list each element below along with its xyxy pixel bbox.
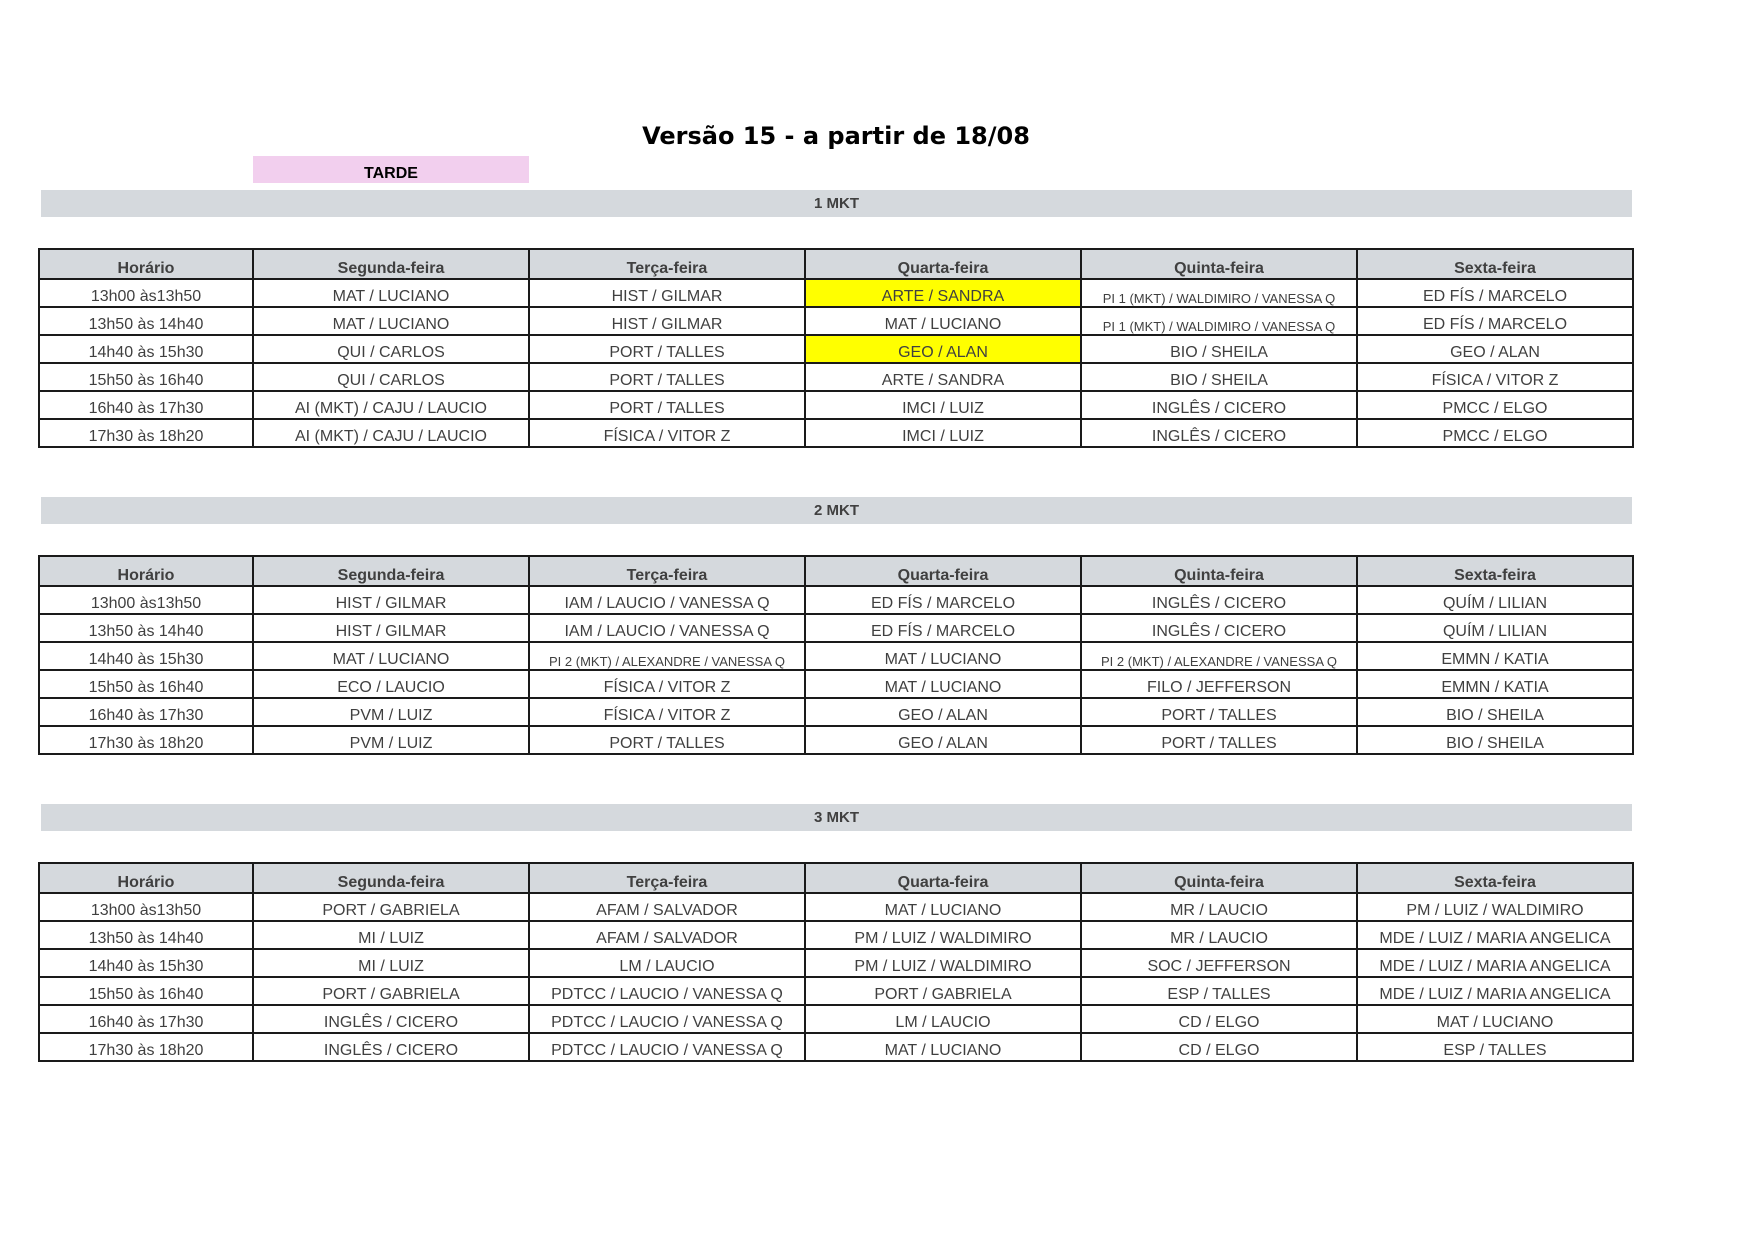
class-cell: PORT / TALLES bbox=[1081, 698, 1357, 726]
class-cell: HIST / GILMAR bbox=[253, 586, 529, 614]
class-cell: ESP / TALLES bbox=[1357, 1033, 1633, 1061]
class-cell: AI (MKT) / CAJU / LAUCIO bbox=[253, 419, 529, 447]
class-cell: BIO / SHEILA bbox=[1081, 335, 1357, 363]
class-cell: IAM / LAUCIO / VANESSA Q bbox=[529, 586, 805, 614]
class-cell: ED FÍS / MARCELO bbox=[805, 586, 1081, 614]
class-cell: IMCI / LUIZ bbox=[805, 419, 1081, 447]
class-cell: INGLÊS / CICERO bbox=[1081, 586, 1357, 614]
class-cell: GEO / ALAN bbox=[805, 698, 1081, 726]
class-cell: FÍSICA / VITOR Z bbox=[529, 698, 805, 726]
column-header: Sexta-feira bbox=[1357, 863, 1633, 893]
class-cell: IMCI / LUIZ bbox=[805, 391, 1081, 419]
table-row bbox=[39, 1033, 1633, 1061]
class-cell: ECO / LAUCIO bbox=[253, 670, 529, 698]
class-cell: QUÍM / LILIAN bbox=[1357, 614, 1633, 642]
time-cell: 14h40 às 15h30 bbox=[39, 949, 253, 977]
class-cell: INGLÊS / CICERO bbox=[1081, 614, 1357, 642]
time-cell: 16h40 às 17h30 bbox=[39, 698, 253, 726]
column-header: Horário bbox=[39, 863, 253, 893]
class-cell: PI 2 (MKT) / ALEXANDRE / VANESSA Q bbox=[1081, 642, 1357, 670]
class-cell: MAT / LUCIANO bbox=[805, 670, 1081, 698]
table-row bbox=[39, 698, 1633, 726]
column-header: Sexta-feira bbox=[1357, 249, 1633, 279]
time-cell: 17h30 às 18h20 bbox=[39, 419, 253, 447]
class-cell: ED FÍS / MARCELO bbox=[1357, 279, 1633, 307]
class-cell: PI 1 (MKT) / WALDIMIRO / VANESSA Q bbox=[1081, 307, 1357, 335]
class-cell: LM / LAUCIO bbox=[805, 1005, 1081, 1033]
class-cell: FÍSICA / VITOR Z bbox=[1357, 363, 1633, 391]
class-cell: ARTE / SANDRA bbox=[805, 363, 1081, 391]
page-title: Versão 15 - a partir de 18/08 bbox=[642, 122, 1030, 150]
class-cell: EMMN / KATIA bbox=[1357, 642, 1633, 670]
class-cell: ESP / TALLES bbox=[1081, 977, 1357, 1005]
table-row bbox=[39, 726, 1633, 754]
shift-label: TARDE bbox=[253, 156, 529, 183]
table-row bbox=[39, 391, 1633, 419]
time-cell: 13h50 às 14h40 bbox=[39, 614, 253, 642]
class-cell: MR / LAUCIO bbox=[1081, 893, 1357, 921]
class-cell: PM / LUIZ / WALDIMIRO bbox=[1357, 893, 1633, 921]
column-header: Quinta-feira bbox=[1081, 863, 1357, 893]
class-cell: CD / ELGO bbox=[1081, 1033, 1357, 1061]
class-cell: FÍSICA / VITOR Z bbox=[529, 670, 805, 698]
class-cell: BIO / SHEILA bbox=[1357, 726, 1633, 754]
schedule-table-1mkt bbox=[38, 248, 1634, 448]
column-header: Horário bbox=[39, 556, 253, 586]
class-cell: QUI / CARLOS bbox=[253, 335, 529, 363]
column-header: Segunda-feira bbox=[253, 863, 529, 893]
time-cell: 13h00 às13h50 bbox=[39, 893, 253, 921]
class-cell: PORT / GABRIELA bbox=[253, 977, 529, 1005]
class-cell: BIO / SHEILA bbox=[1081, 363, 1357, 391]
section-bar-2mkt: 2 MKT bbox=[41, 497, 1632, 524]
class-cell: AFAM / SALVADOR bbox=[529, 921, 805, 949]
time-cell: 15h50 às 16h40 bbox=[39, 977, 253, 1005]
time-cell: 15h50 às 16h40 bbox=[39, 363, 253, 391]
class-cell: SOC / JEFFERSON bbox=[1081, 949, 1357, 977]
class-cell: PORT / GABRIELA bbox=[253, 893, 529, 921]
table-row bbox=[39, 642, 1633, 670]
class-cell: MAT / LUCIANO bbox=[253, 279, 529, 307]
class-cell: AFAM / SALVADOR bbox=[529, 893, 805, 921]
time-cell: 17h30 às 18h20 bbox=[39, 1033, 253, 1061]
class-cell: FÍSICA / VITOR Z bbox=[529, 419, 805, 447]
class-cell: INGLÊS / CICERO bbox=[253, 1005, 529, 1033]
class-cell: PDTCC / LAUCIO / VANESSA Q bbox=[529, 1005, 805, 1033]
table-row bbox=[39, 279, 1633, 307]
class-cell: PDTCC / LAUCIO / VANESSA Q bbox=[529, 977, 805, 1005]
class-cell: MI / LUIZ bbox=[253, 921, 529, 949]
table-row bbox=[39, 335, 1633, 363]
header-row bbox=[39, 863, 1633, 893]
class-cell: GEO / ALAN bbox=[805, 726, 1081, 754]
class-cell: PMCC / ELGO bbox=[1357, 419, 1633, 447]
table-row bbox=[39, 949, 1633, 977]
column-header: Quarta-feira bbox=[805, 249, 1081, 279]
class-cell: PORT / TALLES bbox=[529, 391, 805, 419]
time-cell: 14h40 às 15h30 bbox=[39, 335, 253, 363]
class-cell: QUÍM / LILIAN bbox=[1357, 586, 1633, 614]
table-row bbox=[39, 921, 1633, 949]
class-cell: MAT / LUCIANO bbox=[805, 642, 1081, 670]
column-header: Terça-feira bbox=[529, 556, 805, 586]
class-cell: HIST / GILMAR bbox=[529, 279, 805, 307]
class-cell: HIST / GILMAR bbox=[529, 307, 805, 335]
class-cell: MAT / LUCIANO bbox=[805, 893, 1081, 921]
class-cell: PORT / TALLES bbox=[529, 335, 805, 363]
time-cell: 14h40 às 15h30 bbox=[39, 642, 253, 670]
schedule-table-2mkt bbox=[38, 555, 1634, 755]
schedule-table-3mkt bbox=[38, 862, 1634, 1062]
time-cell: 13h00 às13h50 bbox=[39, 279, 253, 307]
table-row bbox=[39, 614, 1633, 642]
class-cell: ARTE / SANDRA bbox=[805, 279, 1081, 307]
class-cell: MAT / LUCIANO bbox=[1357, 1005, 1633, 1033]
class-cell: AI (MKT) / CAJU / LAUCIO bbox=[253, 391, 529, 419]
table-row bbox=[39, 670, 1633, 698]
class-cell: INGLÊS / CICERO bbox=[1081, 419, 1357, 447]
time-cell: 13h50 às 14h40 bbox=[39, 921, 253, 949]
column-header: Quarta-feira bbox=[805, 556, 1081, 586]
column-header: Sexta-feira bbox=[1357, 556, 1633, 586]
class-cell: PORT / GABRIELA bbox=[805, 977, 1081, 1005]
time-cell: 15h50 às 16h40 bbox=[39, 670, 253, 698]
class-cell: MAT / LUCIANO bbox=[253, 642, 529, 670]
class-cell: ED FÍS / MARCELO bbox=[805, 614, 1081, 642]
class-cell: PORT / TALLES bbox=[529, 363, 805, 391]
column-header: Quinta-feira bbox=[1081, 249, 1357, 279]
class-cell: PMCC / ELGO bbox=[1357, 391, 1633, 419]
class-cell: PM / LUIZ / WALDIMIRO bbox=[805, 921, 1081, 949]
class-cell: INGLÊS / CICERO bbox=[1081, 391, 1357, 419]
class-cell: PDTCC / LAUCIO / VANESSA Q bbox=[529, 1033, 805, 1061]
table-row bbox=[39, 893, 1633, 921]
time-cell: 13h00 às13h50 bbox=[39, 586, 253, 614]
column-header: Horário bbox=[39, 249, 253, 279]
table-row bbox=[39, 363, 1633, 391]
class-cell: GEO / ALAN bbox=[1357, 335, 1633, 363]
class-cell: HIST / GILMAR bbox=[253, 614, 529, 642]
class-cell: PVM / LUIZ bbox=[253, 726, 529, 754]
class-cell: PVM / LUIZ bbox=[253, 698, 529, 726]
class-cell: PM / LUIZ / WALDIMIRO bbox=[805, 949, 1081, 977]
class-cell: MDE / LUIZ / MARIA ANGELICA bbox=[1357, 977, 1633, 1005]
class-cell: ED FÍS / MARCELO bbox=[1357, 307, 1633, 335]
class-cell: PORT / TALLES bbox=[1081, 726, 1357, 754]
column-header: Quinta-feira bbox=[1081, 556, 1357, 586]
class-cell: MI / LUIZ bbox=[253, 949, 529, 977]
class-cell: FILO / JEFFERSON bbox=[1081, 670, 1357, 698]
class-cell: MAT / LUCIANO bbox=[805, 1033, 1081, 1061]
class-cell: IAM / LAUCIO / VANESSA Q bbox=[529, 614, 805, 642]
class-cell: CD / ELGO bbox=[1081, 1005, 1357, 1033]
class-cell: MDE / LUIZ / MARIA ANGELICA bbox=[1357, 949, 1633, 977]
header-row bbox=[39, 249, 1633, 279]
class-cell: MDE / LUIZ / MARIA ANGELICA bbox=[1357, 921, 1633, 949]
table-row bbox=[39, 1005, 1633, 1033]
table-row bbox=[39, 586, 1633, 614]
class-cell: PI 2 (MKT) / ALEXANDRE / VANESSA Q bbox=[529, 642, 805, 670]
class-cell: PI 1 (MKT) / WALDIMIRO / VANESSA Q bbox=[1081, 279, 1357, 307]
column-header: Terça-feira bbox=[529, 249, 805, 279]
table-row bbox=[39, 419, 1633, 447]
class-cell: MAT / LUCIANO bbox=[253, 307, 529, 335]
column-header: Terça-feira bbox=[529, 863, 805, 893]
table-row bbox=[39, 307, 1633, 335]
section-bar-3mkt: 3 MKT bbox=[41, 804, 1632, 831]
column-header: Quarta-feira bbox=[805, 863, 1081, 893]
class-cell: MR / LAUCIO bbox=[1081, 921, 1357, 949]
column-header: Segunda-feira bbox=[253, 556, 529, 586]
time-cell: 13h50 às 14h40 bbox=[39, 307, 253, 335]
table-row bbox=[39, 977, 1633, 1005]
time-cell: 17h30 às 18h20 bbox=[39, 726, 253, 754]
section-bar-1mkt: 1 MKT bbox=[41, 190, 1632, 217]
class-cell: PORT / TALLES bbox=[529, 726, 805, 754]
class-cell: LM / LAUCIO bbox=[529, 949, 805, 977]
class-cell: QUI / CARLOS bbox=[253, 363, 529, 391]
column-header: Segunda-feira bbox=[253, 249, 529, 279]
class-cell: EMMN / KATIA bbox=[1357, 670, 1633, 698]
time-cell: 16h40 às 17h30 bbox=[39, 391, 253, 419]
class-cell: BIO / SHEILA bbox=[1357, 698, 1633, 726]
class-cell: GEO / ALAN bbox=[805, 335, 1081, 363]
class-cell: MAT / LUCIANO bbox=[805, 307, 1081, 335]
header-row bbox=[39, 556, 1633, 586]
time-cell: 16h40 às 17h30 bbox=[39, 1005, 253, 1033]
class-cell: INGLÊS / CICERO bbox=[253, 1033, 529, 1061]
